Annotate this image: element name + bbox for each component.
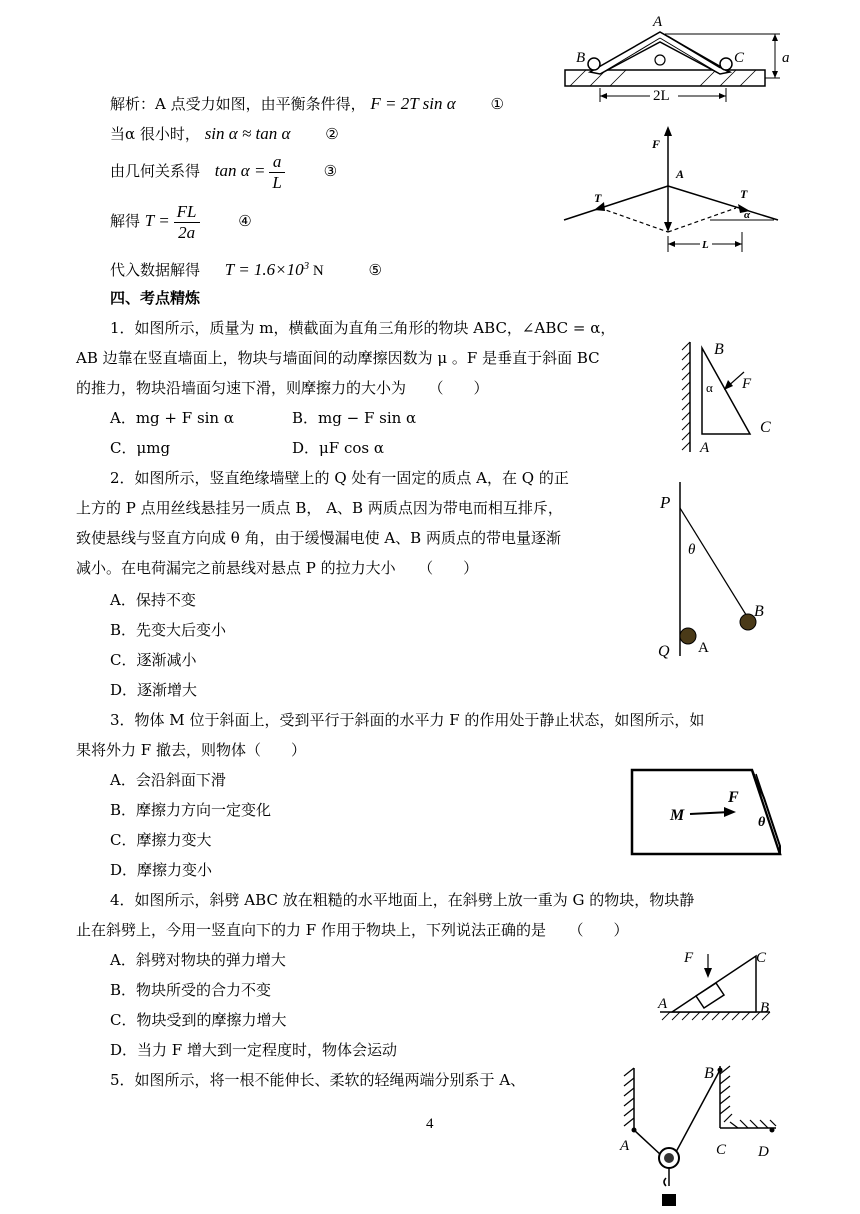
solution-text: 当α 很小时，: [110, 125, 200, 143]
formula: sin α ≈ tan α: [204, 124, 291, 143]
q4-option-b: B．物块所受的合力不变: [110, 981, 272, 999]
label-c: C: [756, 950, 767, 966]
label-m: M: [670, 807, 685, 824]
label-c: C: [760, 419, 771, 436]
q3-option-d: D．摩擦力变小: [110, 861, 213, 879]
equation-number: ①: [490, 95, 504, 113]
figure-q5-rope: [600, 1062, 790, 1214]
figure-q3-incline: [626, 762, 786, 862]
label-length: L: [702, 239, 709, 251]
label-d: D: [758, 1144, 769, 1160]
q2-line-1: 2．如图所示，竖直绝缘墙壁上的 Q 处有一固定的质点 A，在 Q 的正: [110, 469, 569, 487]
label-f: F: [742, 376, 752, 392]
q1-option-c: C．μmg: [110, 439, 171, 457]
label-f: F: [684, 950, 694, 966]
label-b: B: [760, 1000, 770, 1016]
q1-line-3: 的推力，物块沿墙面匀速下滑，则摩擦力的大小为 （ ）: [76, 379, 489, 397]
q4-line-2: 止在斜劈上，今用一竖直向下的力 F 作用于物块上，下列说法正确的是 （ ）: [76, 921, 629, 939]
q2-line-3: 致使悬线与竖直方向成 θ 角，由于缓慢漏电使 A、B 两质点的带电量逐渐: [76, 529, 561, 547]
charge-a: [680, 628, 696, 644]
q5-line-1: 5．如图所示，将一根不能伸长、柔软的轻绳两端分别系于 A、: [110, 1071, 526, 1089]
label-tension-right: T: [740, 187, 748, 201]
q4-option-d: D．当力 F 增大到一定程度时，物体会运动: [110, 1041, 397, 1059]
label-point-a: A: [676, 167, 685, 181]
q1-option-d: D．μF cos α: [292, 439, 384, 457]
label-a: A: [698, 640, 709, 656]
label-theta: θ: [758, 815, 766, 830]
q2-option-a: A．保持不变: [110, 591, 196, 609]
label-span: 2L: [653, 88, 670, 104]
roller-b: [588, 58, 600, 70]
solution-text: 解析：A 点受力如图，由平衡条件得，: [110, 95, 366, 113]
label-b: B: [576, 50, 586, 66]
q1-line-1: 1．如图所示，质量为 m，横截面为直角三角形的物块 ABC，∠ABC = α，: [110, 319, 616, 337]
label-tension-left: T: [594, 191, 602, 205]
equation-number: ④: [238, 212, 252, 230]
fraction-denominator: 2a: [178, 222, 196, 242]
label-q: Q: [658, 643, 670, 660]
label-f: F: [728, 789, 739, 806]
q2-option-b: B．先变大后变小: [110, 621, 227, 639]
section-title: 四、考点精炼: [110, 289, 201, 307]
label-a: A: [653, 14, 663, 30]
figure-q2-pendulum: [650, 474, 780, 664]
q1-option-b: B．mg − F sin α: [292, 409, 417, 427]
equation-number: ⑤: [368, 261, 382, 279]
label-theta: θ: [688, 542, 696, 558]
figure-truss: [560, 10, 800, 110]
q2-line-2: 上方的 P 点用丝线悬挂另一质点 B， A、B 两质点因为带电而相互排斥，: [76, 499, 563, 517]
formula: T = 1.6×10: [224, 260, 304, 279]
figure-force-diagram: [560, 124, 790, 260]
label-p: P: [660, 493, 671, 512]
formula-unit: N: [309, 263, 324, 279]
q3-option-c: C．摩擦力变大: [110, 831, 212, 849]
label-height: a: [782, 50, 790, 66]
q2-option-d: D．逐渐增大: [110, 681, 198, 699]
label-a: A: [658, 996, 668, 1012]
label-alpha: α: [744, 209, 751, 221]
page-number: 4: [426, 1116, 434, 1132]
fraction-numerator: FL: [174, 202, 200, 223]
fraction: [269, 152, 284, 193]
solution-text: 代入数据解得: [110, 261, 201, 279]
label-c: C: [716, 1142, 727, 1158]
solution-line-4: [110, 200, 252, 243]
solution-line-1: [110, 94, 504, 114]
q2-option-c: C．逐渐减小: [110, 651, 197, 669]
q3-line-2: 果将外力 F 撤去，则物体（ ）: [76, 741, 306, 759]
roller-c: [720, 58, 732, 70]
q1-option-a: A．mg + F sin α: [110, 409, 234, 427]
label-a: A: [620, 1138, 630, 1154]
formula: T =: [144, 211, 170, 230]
q2-line-4: 减小。在电荷漏完之前悬线对悬点 P 的拉力大小 （ ）: [76, 559, 479, 577]
label-b: B: [714, 341, 724, 358]
label-c: C: [734, 50, 745, 66]
label-alpha: α: [706, 380, 713, 395]
q4-line-1: 4．如图所示，斜劈 ABC 放在粗糙的水平地面上，在斜劈上放一重为 G 的物块，物块静: [110, 891, 695, 909]
formula-exponent: 3: [303, 260, 310, 272]
fraction-denominator: L: [272, 172, 282, 192]
equation-number: ②: [325, 125, 339, 143]
solution-line-2: [110, 124, 339, 144]
q3-option-a: A．会沿斜面下滑: [110, 771, 226, 789]
roller-center: [655, 55, 665, 65]
q3-line-1: 3．物体 M 位于斜面上，受到平行于斜面的水平力 F 的作用处于静止状态，如图所示，如: [110, 711, 705, 729]
label-b: B: [754, 603, 764, 620]
hanging-weight: [662, 1194, 676, 1206]
formula: tan α =: [214, 161, 266, 180]
solution-line-3: [110, 150, 337, 193]
solution-line-5: [110, 256, 382, 281]
q4-option-a: A．斜劈对物块的弹力增大: [110, 951, 286, 969]
q4-option-c: C．物块受到的摩擦力增大: [110, 1011, 287, 1029]
label-b: B: [704, 1065, 714, 1082]
label-a: A: [700, 440, 710, 456]
fraction: [174, 202, 200, 243]
figure-q1-triangle: [680, 336, 780, 458]
solution-text: 解得: [110, 212, 141, 230]
formula: F = 2T sin α: [370, 94, 456, 113]
figure-q4-wedge: [652, 940, 782, 1026]
q1-line-2: AB 边靠在竖直墙面上，物块与墙面间的动摩擦因数为 μ 。F 是垂直于斜面 BC: [76, 349, 600, 367]
q3-option-b: B．摩擦力方向一定变化: [110, 801, 272, 819]
solution-text: 由几何关系得: [110, 162, 201, 180]
equation-number: ③: [323, 162, 338, 180]
label-force-f: F: [652, 137, 661, 151]
fraction-numerator: a: [269, 152, 284, 173]
